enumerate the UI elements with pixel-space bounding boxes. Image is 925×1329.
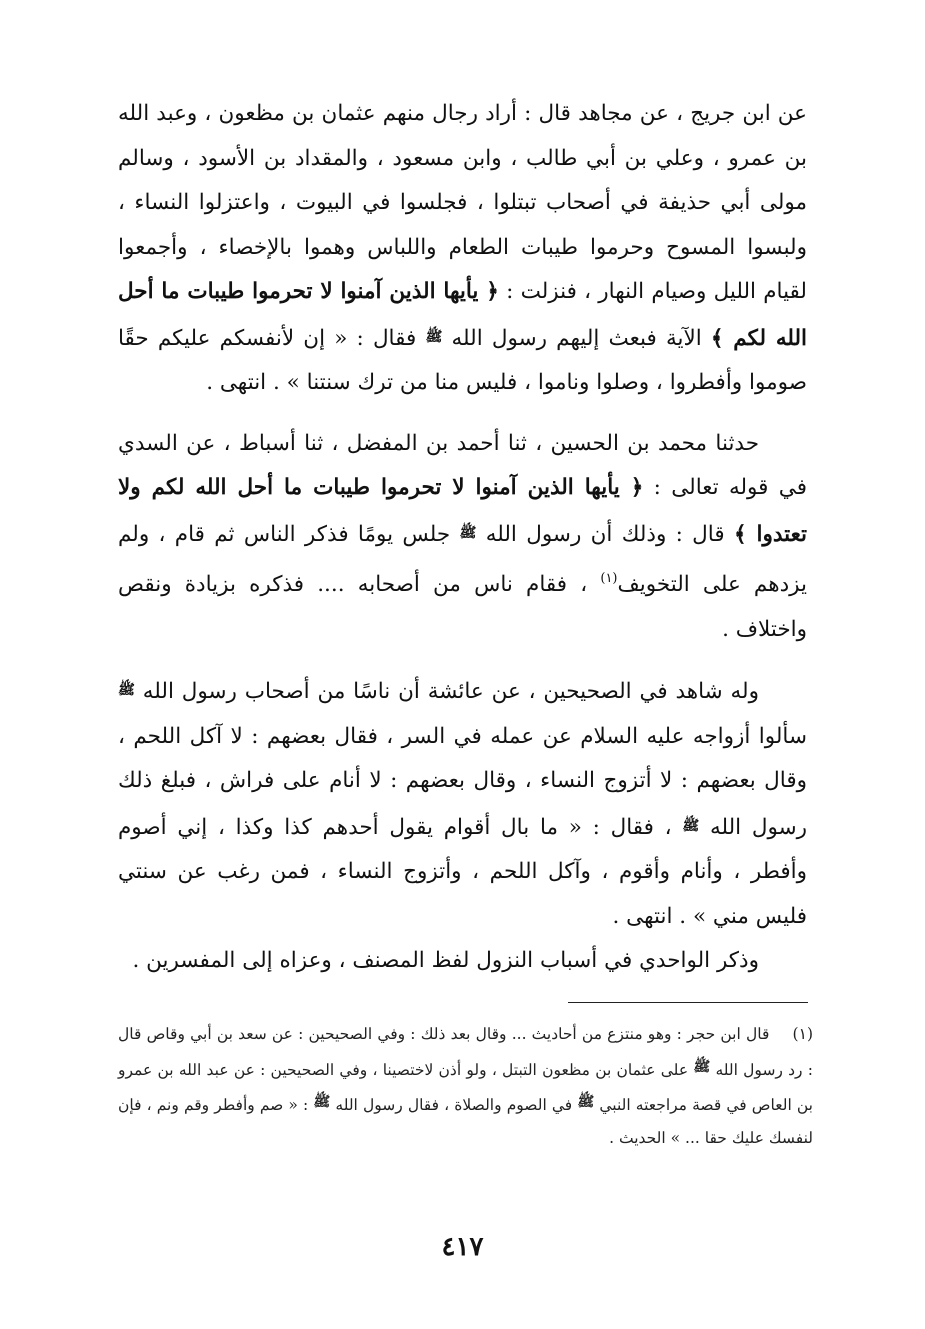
p3-text-c: ، فقال : « ما بال أقوام يقول أحدهم كذا وكذا ، إني أصوم وأفطر ، وأنام وأقوم ، وآكل اللحم ، وأتزوج النساء ، فمن رغب عن سنتي فليس مني » . انتهى . <box>118 814 807 929</box>
footnote-number: (١) <box>792 1025 813 1043</box>
p1-text-b: الآية فبعث إليهم رسول الله <box>451 325 702 351</box>
p3-text: وله شاهد في الصحيحين ، عن عائشة أن ناسًا من أصحاب رسول الله <box>142 679 759 704</box>
footnote-text-b: على عثمان بن مظعون التبتل ، ولو أذن لاختصينا ، وفي الصحيحين : عن عبد الله بن عمرو بن العاص في قصة مراجعته النبي <box>118 1060 813 1114</box>
salutation-icon: ﷺ <box>459 524 477 541</box>
p1-text-c: فقال : « إن لأنفسكم عليكم حقًا صوموا وأفطروا ، وصلوا وناموا ، فليس منا من ترك سنتنا » . انتهى . <box>118 325 807 395</box>
salutation-icon: ﷺ <box>118 682 135 698</box>
p4-text: وذكر الواحدي في أسباب النزول لفظ المصنف ، وعزاه إلى المفسرين . <box>132 948 759 973</box>
main-text <box>118 92 807 984</box>
paragraph-2 <box>118 422 807 653</box>
footnote-divider <box>568 1002 808 1003</box>
salutation-icon: ﷺ <box>425 328 443 345</box>
p3-text-b: سألوا أزواجه عليه السلام عن عمله في السر ، فقال بعضهم : لا آكل اللحم ، وقال بعضهم : لا أتزوج النساء ، وقال بعضهم : لا أنام على فراش ، فبلغ ذلك رسول الله <box>118 723 808 840</box>
paragraph-4 <box>118 939 807 984</box>
quran-verse-2: ﴿ يأيها الذين آمنوا لا تحرموا طيبات ما أحل الله لكم ولا تعتدوا ﴾ <box>118 475 807 547</box>
salutation-icon: ﷺ <box>682 817 700 834</box>
footnote <box>118 1018 813 1154</box>
footnote-text-c: في الصوم والصلاة ، فقال رسول الله <box>335 1096 573 1114</box>
footnote-text-d: : « صم وأفطر وقم ونم ، فإن لنفسك عليك حقا ... » الحديث . <box>118 1096 813 1147</box>
p1-text: عن ابن جريج ، عن مجاهد قال : أراد رجال منهم عثمان بن مظعون ، وعبد الله بن عمرو ، وعلي بن أبي طالب ، وابن مسعود ، والمقداد بن الأسود ، وسالم مولى أبي حذيفة في أصحاب تبتلوا ، فجلسوا في البيوت ، واعتزلوا النساء ، ولبسوا المسوح وحرموا طيبات الطعام واللباس وهموا بالإخصاء ، وأجمعوا لقيام الليل وصيام النهار ، فنزلت : <box>118 101 807 304</box>
quran-verse-1: ﴿ يأيها الذين آمنوا لا تحرموا طيبات ما أحل الله لكم ﴾ <box>118 279 807 351</box>
footnote-marker: (١) <box>600 571 618 586</box>
p2-text-b: قال : وذلك أن رسول الله <box>485 521 725 547</box>
salutation-icon: ﷺ <box>577 1094 595 1110</box>
paragraph-3 <box>118 668 807 939</box>
footnote-text-a: قال ابن حجر : وهو منتزع من أحاديث ... وقال بعد ذلك : وفي الصحيحين : عن سعد بن أبي وقاص قال : رد رسول الله <box>118 1025 813 1079</box>
p2-text: حدثنا محمد بن الحسين ، ثنا أحمد بن المفضل ، ثنا أسباط ، عن السدي في قوله تعالى : <box>118 430 807 500</box>
p2-text-d: ، فقام ناس من أصحابه .... فذكره بزيادة ونقص واختلاف . <box>118 572 807 642</box>
p2-text-c: جلس يومًا فذكر الناس ثم قام ، ولم يزدهم على التخويف <box>118 521 808 597</box>
paragraph-1 <box>118 92 807 406</box>
salutation-icon: ﷺ <box>693 1058 711 1075</box>
salutation-icon: ﷺ <box>313 1094 331 1110</box>
page-number: ٤١٧ <box>441 1232 484 1262</box>
